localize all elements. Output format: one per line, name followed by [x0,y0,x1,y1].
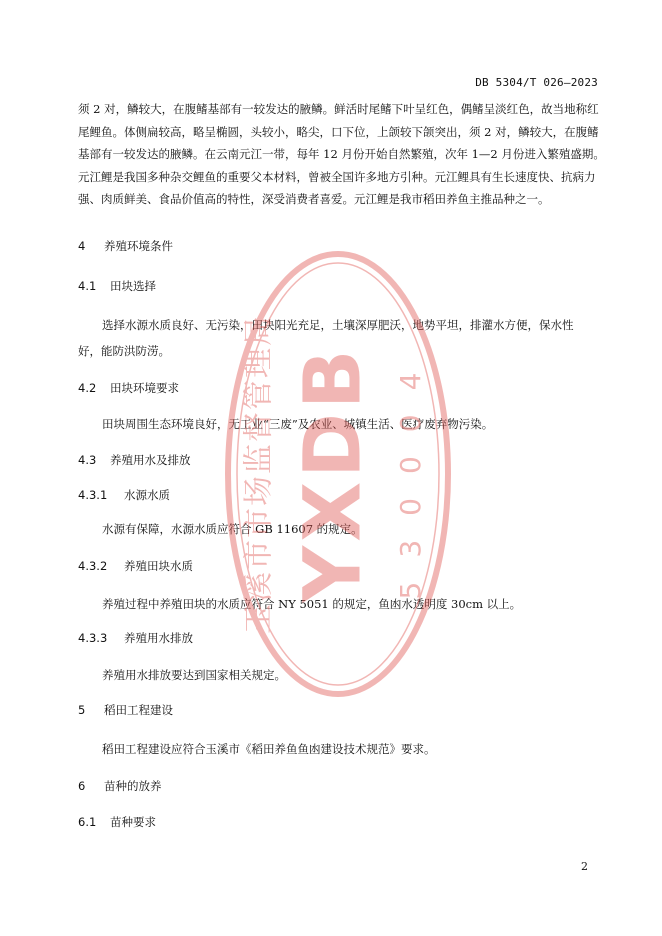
section-title: 养殖环境条件 [104,239,173,253]
section-number: 6 [78,779,86,793]
section-title: 稻田工程建设 [104,703,173,717]
section-heading-4 [78,238,173,254]
section-number: 6.1 [78,815,97,829]
section-title: 养殖用水及排放 [110,453,191,467]
paragraph-line: 基部有一较发达的腋鳞。在云南元江一带，每年 12 月份开始自然繁殖，次年 1—2 月份进入繁殖盛期。 [78,147,605,161]
section-body-4-2: 田块周围生态环境良好，无工业“三废”及农业、城镇生活、医疗废弃物污染。 [102,417,494,431]
paragraph-line: 须 2 对，鳞较大，在腹鳍基部有一较发达的腋鳞。鲜活时尾鳍下叶呈红色，偶鳍呈淡红色，故当地称红 [78,102,599,116]
section-number: 4 [78,239,86,253]
section-heading-4-3-3 [78,630,193,646]
page-number: 2 [581,860,588,873]
section-title: 养殖用水排放 [124,631,193,645]
section-body-4-1: 选择水源水质良好、无污染，田块阳光充足，土壤深厚肥沃，地势平坦，排灌水方便，保水性好，能防洪防涝。 [78,318,574,358]
section-title: 田块选择 [110,279,156,293]
section-number: 4.3.3 [78,631,108,645]
section-heading-4-3-2 [78,558,193,574]
section-number: 4.3.2 [78,559,108,573]
paragraph-line: 尾鲤鱼。体侧扁较高，略呈椭圆，头较小，略尖，口下位，上颌较下颌突出，须 2 对，鳞较大，在腹鳍 [78,124,599,139]
section-title: 水源水质 [124,488,170,502]
seal-ring-text: 玉溪市市场监督管理局 [241,314,277,634]
section-heading-4-2 [78,380,179,396]
section-title: 养殖田块水质 [124,559,193,573]
section-number: 4.3.1 [78,488,108,502]
section-heading-5 [78,702,173,718]
section-number: 4.3 [78,453,97,467]
seal-center-text: YXDB [288,345,379,603]
intro-paragraph [78,98,605,211]
standard-code: DB 5304/T 026—2023 [475,76,598,89]
section-title: 田块环境要求 [110,381,179,395]
section-heading-4-3 [78,452,191,468]
section-number: 4.1 [78,279,97,293]
paragraph-line: 强、肉质鲜美、食品价值高的特性，深受消费者喜爱。元江鲤是我市稻田养鱼主推品种之一。 [78,192,550,206]
section-heading-4-3-1 [78,487,170,503]
paragraph-line: 元江鲤是我国多种杂交鲤鱼的重要父本材料，曾被全国许多地方引种。元江鲤具有生长速度快、抗病力 [78,169,596,184]
section-heading-6-1 [78,814,156,830]
section-body-4-3-1: 水源有保障，水源水质应符合 GB 11607 的规定。 [102,522,363,536]
section-body-4-3-3: 养殖用水排放要达到国家相关规定。 [102,668,286,682]
section-title: 苗种要求 [110,815,156,829]
section-number: 4.2 [78,381,97,395]
seal-number-text: 530004 [394,348,427,600]
section-heading-4-1 [78,278,156,294]
section-heading-6 [78,778,162,794]
section-number: 5 [78,703,86,717]
section-body-5: 稻田工程建设应符合玉溪市《稻田养鱼鱼凼建设技术规范》要求。 [102,742,436,756]
section-body-4-3-2: 养殖过程中养殖田块的水质应符合 NY 5051 的规定，鱼凼水透明度 30cm 以上。 [102,597,522,611]
section-title: 苗种的放养 [104,779,162,793]
